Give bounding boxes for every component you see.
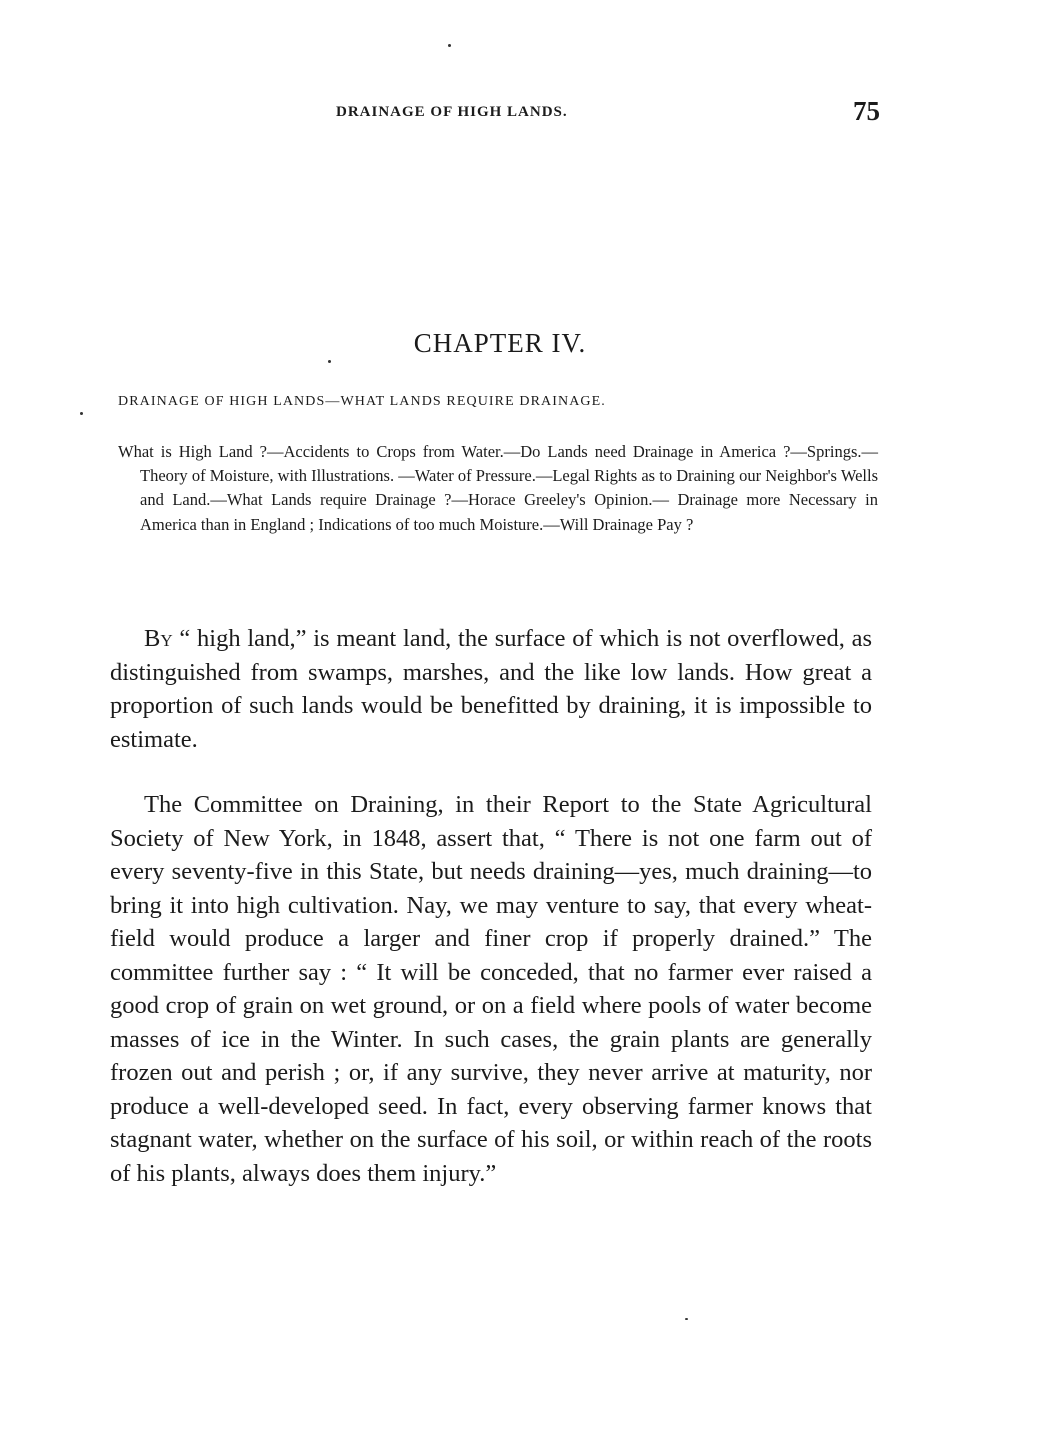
scan-speck — [448, 44, 451, 47]
scan-speck — [685, 1318, 688, 1320]
scan-speck — [80, 412, 83, 415]
body-paragraph — [110, 622, 872, 756]
chapter-synopsis: What is High Land ?—Accidents to Crops from Water.—Do Lands need Drainage in America ?—Springs.—Theory of Moisture, with Illustrations. —Water of Pressure.—Legal Rights as to Draining our Neighbor's Wells and Land.—What Lands require Drainage ?—Horace Greeley's Opinion.— Drainage more Necessary in America than in England ; Indications of too much Moisture.—Will Drainage Pay ? — [118, 442, 878, 534]
running-head — [110, 96, 880, 126]
body-paragraph: The Committee on Draining, in their Report to the State Agricultural Society of New York, in 1848, assert that, “ There is not one farm out of every seventy-five in this State, but needs draining—yes, much draining—to bring it into high cultivation. Nay, we may venture to say, that every wheat-field would produce a larger and finer crop if properly drained.” The committee further say : “ It will be conceded, that no farmer ever raised a good crop of grain on wet ground, or on a field where pools of water become masses of ice in the Winter. In such cases, the grain plants are generally frozen out and perish ; or, if any survive, they never arrive at maturity, nor produce a well-developed seed. In fact, every observing farmer knows that stagnant water, whether on the surface of his soil, or within reach of the roots of his plants, always does them injury.” — [110, 791, 872, 1187]
chapter-subtitle: DRAINAGE OF HIGH LANDS—WHAT LANDS REQUIRE DRAINAGE. — [118, 394, 606, 409]
scan-speck — [328, 360, 331, 363]
running-title: DRAINAGE OF HIGH LANDS. — [336, 104, 568, 120]
paragraph-lead-word: By — [144, 625, 173, 652]
page-number: 75 — [853, 96, 880, 126]
chapter-title: CHAPTER IV. — [413, 328, 587, 358]
paragraph-text: “ high land,” is meant land, the surface of which is not overflowed, as distinguished from swamps, marshes, and the like low lands. How great a proportion of such lands would be benefitted by draining, it is impossible to estimate. — [110, 625, 872, 753]
